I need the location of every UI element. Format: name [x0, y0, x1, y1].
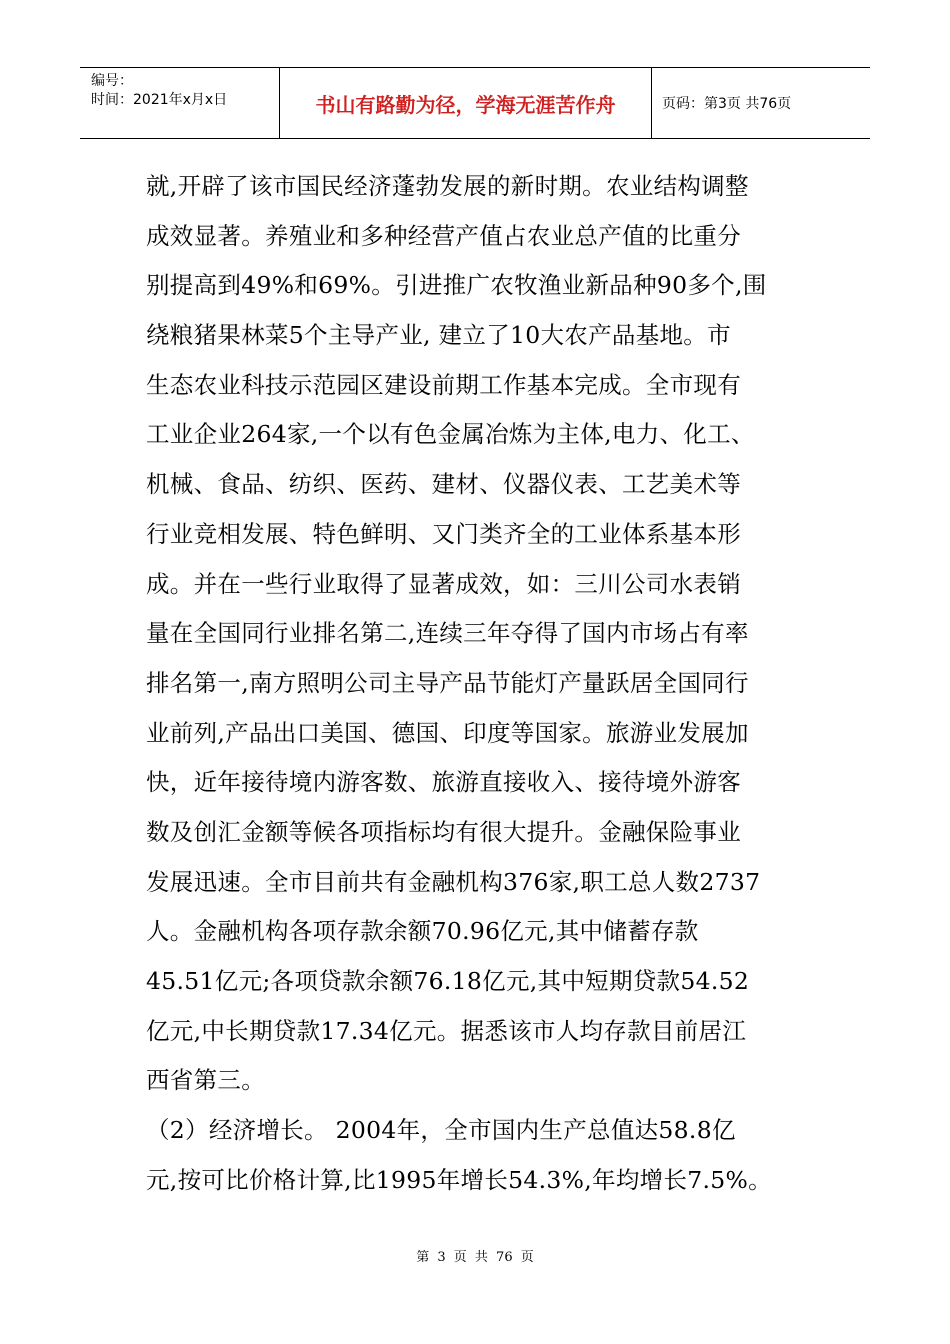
body-text-line: 绕粮猪果林菜5个主导产业, 建立了10大农产品基地。市 — [146, 321, 731, 350]
body-text-line: 亿元,中长期贷款17.34亿元。据悉该市人均存款目前居江 — [146, 1016, 747, 1045]
page-footer: 第 3 页 共 76 页 — [416, 1250, 534, 1265]
body-text-line: 西省第三。 — [146, 1066, 265, 1095]
body-text-line: 快，近年接待境内游客数、旅游直接收入、接待境外游客 — [146, 768, 741, 797]
body-text-line: 量在全国同行业排名第二,连续三年夺得了国内市场占有率 — [146, 619, 749, 648]
body-text-line: 排名第一,南方照明公司主导产品节能灯产量跃居全国同行 — [146, 668, 749, 697]
body-text-line: 成效显著。养殖业和多种经营产值占农业总产值的比重分 — [146, 221, 741, 250]
body-text-line: 业前列,产品出口美国、德国、印度等国家。旅游业发展加 — [146, 718, 749, 747]
body-text-line: 别提高到49%和69%。引进推广农牧渔业新品种90多个,围 — [146, 271, 767, 300]
body-text-line: 工业企业264家,一个以有色金属冶炼为主体,电力、化工、 — [146, 420, 755, 449]
date-label: 时间：2021年x月x日 — [91, 92, 228, 108]
body-text-line: 数及创汇金额等候各项指标均有很大提升。金融保险事业 — [146, 817, 741, 846]
body-text-line: 行业竞相发展、特色鲜明、又门类齐全的工业体系基本形 — [146, 519, 741, 548]
body-text-line: （2）经济增长。 2004年，全市国内生产总值达58.8亿 — [146, 1116, 736, 1145]
body-text-line: 就,开辟了该市国民经济蓬勃发展的新时期。农业结构调整 — [146, 172, 749, 200]
document-body — [146, 162, 812, 1205]
body-text-line: 元,按可比价格计算,比1995年增长54.3%,年均增长7.5%。 — [146, 1165, 772, 1194]
body-text-line: 机械、食品、纺织、医药、建材、仪器仪表、工艺美术等 — [146, 470, 741, 499]
header-meta — [80, 68, 280, 138]
header-page-code: 页码：第3页 共76页 — [662, 96, 792, 112]
body-text-line: 生态农业科技示范园区建设前期工作基本完成。全市现有 — [146, 370, 741, 399]
header-motto: 书山有路勤为径，学海无涯苦作舟 — [280, 68, 652, 138]
body-text-line: 发展迅速。全市目前共有金融机构376家,职工总人数2737 — [146, 867, 761, 896]
body-text-line: 45.51亿元;各项贷款余额76.18亿元,其中短期贷款54.52 — [146, 967, 750, 995]
page-header — [80, 67, 870, 139]
body-text-line: 成。并在一些行业取得了显著成效，如：三川公司水表销 — [146, 569, 741, 598]
body-text-line: 人。金融机构各项存款余额70.96亿元,其中储蓄存款 — [146, 917, 699, 946]
doc-number-label: 编号： — [91, 73, 133, 89]
